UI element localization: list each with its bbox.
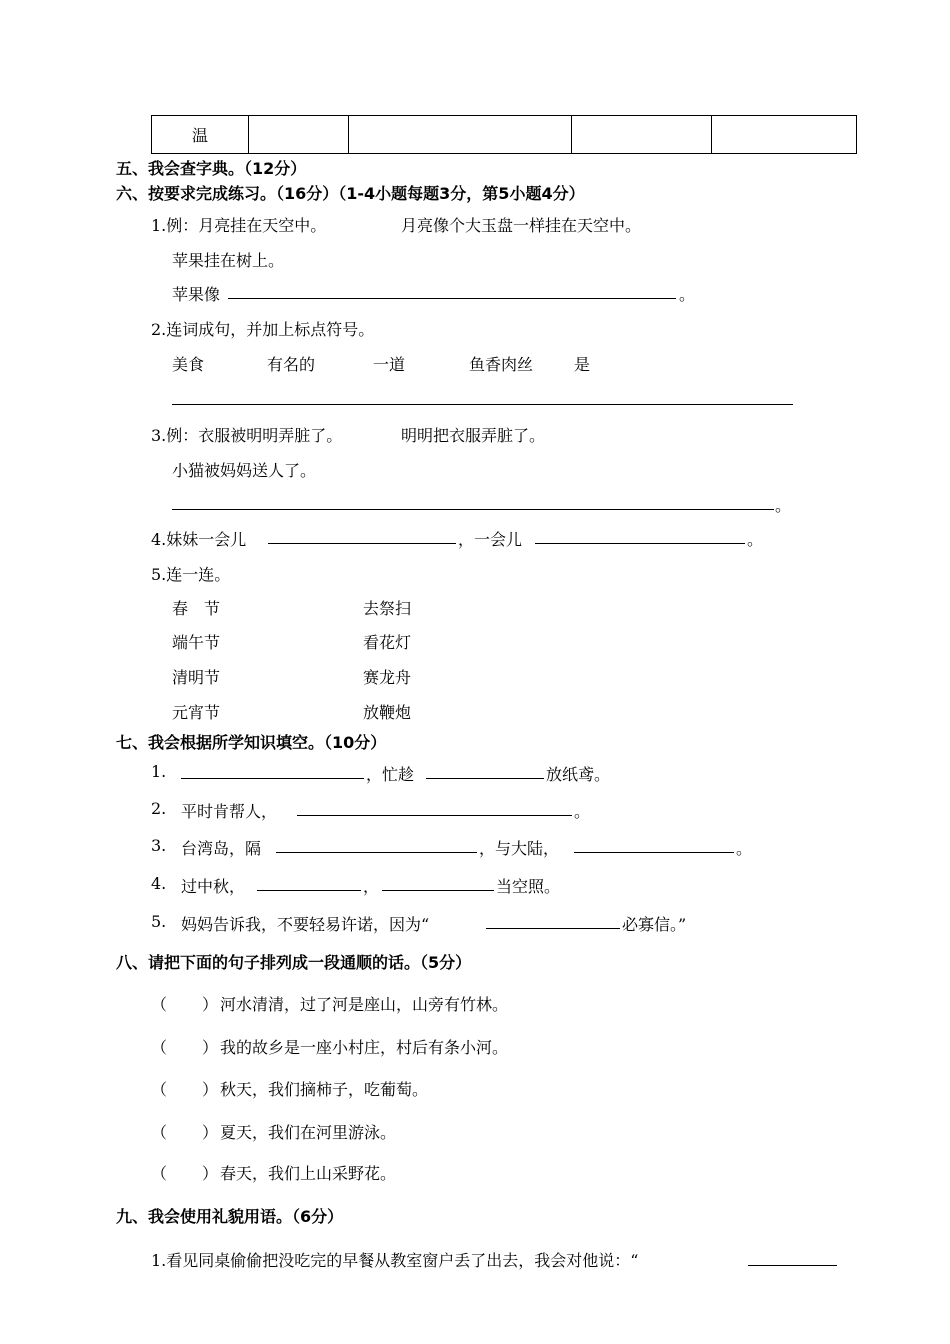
q7-1-mid: ，忙趁	[366, 765, 415, 784]
order-sentence: 夏天，我们在河里游泳。	[220, 1123, 397, 1142]
table-cell-blank[interactable]	[249, 116, 349, 154]
order-bracket-close: ）	[202, 1164, 219, 1183]
word-chip: 有名的	[267, 355, 316, 374]
answer-line-7-3a[interactable]	[276, 852, 477, 853]
q7-3-end: 。	[736, 839, 753, 858]
order-sentence: 河水清清，过了河是座山，山旁有竹林。	[220, 995, 509, 1014]
answer-line-7-4a[interactable]	[257, 890, 361, 891]
custom-item[interactable]: 看花灯	[363, 633, 412, 652]
festival-item[interactable]: 清明节	[172, 668, 221, 687]
table-row	[152, 116, 857, 154]
answer-line-7-3b[interactable]	[574, 852, 734, 853]
q7-5-start: 妈妈告诉我，不要轻易许诺，因为“	[181, 915, 430, 934]
q6-4-mid: ，一会儿	[458, 530, 523, 549]
q6-1-example-b: 月亮像个大玉盘一样挂在天空中。	[401, 216, 642, 235]
order-bracket-open: （	[151, 1038, 168, 1057]
custom-item[interactable]: 放鞭炮	[363, 703, 412, 722]
word-chip: 鱼香肉丝	[469, 355, 534, 374]
q7-5-num: 5.	[151, 912, 167, 931]
answer-line-7-4b[interactable]	[382, 890, 494, 891]
festival-item[interactable]: 春 节	[172, 599, 221, 618]
answer-line-7-1a[interactable]	[181, 778, 364, 779]
section-5-title: 五、我会查字典。（12分）	[116, 159, 307, 178]
q9-1: 1.看见同桌偷偷把没吃完的早餐从教室窗户丢了出去，我会对他说：“	[151, 1251, 639, 1270]
table-cell-blank[interactable]	[572, 116, 712, 154]
table-cell-blank[interactable]	[712, 116, 857, 154]
answer-line-6-4a[interactable]	[268, 543, 456, 544]
q7-5-end: 必寡信。”	[622, 915, 687, 934]
word-chip: 一道	[373, 355, 406, 374]
q6-3-given: 小猫被妈妈送人了。	[172, 461, 317, 480]
order-bracket-open: （	[151, 1123, 168, 1142]
section-8-title: 八、请把下面的句子排列成一段通顺的话。（5分）	[116, 953, 472, 972]
q7-3-start: 台湾岛，隔	[181, 839, 262, 858]
q7-4-num: 4.	[151, 874, 167, 893]
q6-3-end: 。	[775, 496, 792, 515]
custom-item[interactable]: 赛龙舟	[363, 668, 412, 687]
q7-2-num: 2.	[151, 799, 167, 818]
answer-line-7-1b[interactable]	[426, 778, 544, 779]
section-9-title: 九、我会使用礼貌用语。（6分）	[116, 1207, 344, 1226]
order-sentence: 我的故乡是一座小村庄，村后有条小河。	[220, 1038, 509, 1057]
q6-1-end: 。	[679, 285, 696, 304]
q7-4-start: 过中秋，	[181, 877, 246, 896]
q6-1-example-a: 1.例：月亮挂在天空中。	[151, 216, 327, 235]
answer-line-9-1[interactable]	[748, 1265, 837, 1266]
order-sentence: 春天，我们上山采野花。	[220, 1164, 397, 1183]
q7-3-num: 3.	[151, 836, 167, 855]
answer-line-6-2[interactable]	[172, 404, 793, 405]
q6-1-start: 苹果像	[172, 285, 221, 304]
q7-2-start: 平时肯帮人，	[181, 802, 278, 821]
q6-3-example-a: 3.例：衣服被明明弄脏了。	[151, 426, 343, 445]
answer-line-6-1[interactable]	[228, 298, 676, 299]
q6-4-start: 4.妹妹一会儿	[151, 530, 247, 549]
order-bracket-close: ）	[202, 995, 219, 1014]
answer-line-7-2[interactable]	[297, 815, 572, 816]
q7-4-end: 当空照。	[496, 877, 561, 896]
order-bracket-open: （	[151, 1080, 168, 1099]
q6-2-prompt: 2.连词成句，并加上标点符号。	[151, 320, 375, 339]
table-cell-char: 温	[152, 116, 249, 154]
answer-line-6-4b[interactable]	[535, 543, 745, 544]
section-7-title: 七、我会根据所学知识填空。（10分）	[116, 733, 387, 752]
festival-item[interactable]: 元宵节	[172, 703, 221, 722]
q7-3-mid: ，与大陆，	[479, 839, 560, 858]
table-cell-blank[interactable]	[349, 116, 572, 154]
character-table	[151, 115, 857, 154]
word-chip: 是	[574, 355, 591, 374]
word-chip: 美食	[172, 355, 205, 374]
order-bracket-close: ）	[202, 1080, 219, 1099]
custom-item[interactable]: 去祭扫	[363, 599, 412, 618]
order-sentence: 秋天，我们摘柿子，吃葡萄。	[220, 1080, 429, 1099]
answer-line-7-5[interactable]	[486, 928, 620, 929]
q6-3-example-b: 明明把衣服弄脏了。	[401, 426, 546, 445]
q7-2-end: 。	[574, 802, 591, 821]
order-bracket-close: ）	[202, 1038, 219, 1057]
answer-line-6-3[interactable]	[172, 509, 774, 510]
q6-4-end: 。	[747, 530, 764, 549]
order-bracket-close: ）	[202, 1123, 219, 1142]
q6-5-prompt: 5.连一连。	[151, 565, 231, 584]
q7-1-end: 放纸鸢。	[546, 765, 611, 784]
q6-1-given: 苹果挂在树上。	[172, 251, 285, 270]
festival-item[interactable]: 端午节	[172, 633, 221, 652]
order-bracket-open: （	[151, 1164, 168, 1183]
order-bracket-open: （	[151, 995, 168, 1014]
q7-1-num: 1.	[151, 762, 167, 781]
section-6-title: 六、按要求完成练习。（16分）（1-4小题每题3分，第5小题4分）	[116, 184, 585, 203]
q7-4-mid: ，	[363, 877, 380, 896]
